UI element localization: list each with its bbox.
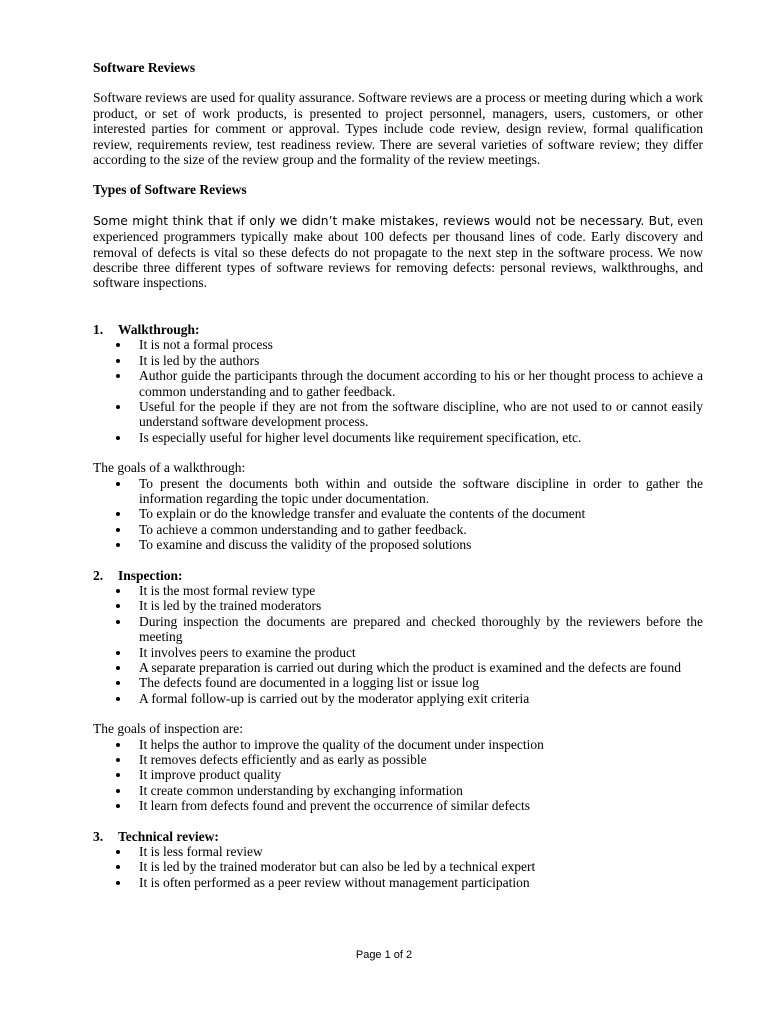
- goals-list: [93, 737, 703, 814]
- list-item: It is the most formal review type: [139, 583, 703, 598]
- list-item: It involves peers to examine the product: [139, 645, 703, 660]
- section-heading: [93, 322, 703, 337]
- list-item: Is especially useful for higher level documents like requirement specification, etc.: [139, 430, 703, 445]
- types-paragraph: [93, 213, 703, 291]
- review-types-list: [93, 322, 703, 890]
- list-item: To examine and discuss the validity of the proposed solutions: [139, 537, 703, 552]
- types-paragraph-rest: even experienced programmers typically make about 100 defects per thousand lines of code. Early discovery and removal of defects is vital so these defects do not propagate to the next step in the software process. We now describe three different types of software reviews for removing defects: personal reviews, walkthroughs, and software inspections.: [93, 212, 704, 291]
- list-item: It is led by the authors: [139, 353, 703, 368]
- section-heading: [93, 568, 703, 583]
- section-walkthrough: [93, 322, 703, 568]
- list-item: It improve product quality: [139, 767, 703, 782]
- types-paragraph-lead: Some might think that if only we didn’t make mistakes, reviews would not be necessary. But,: [93, 213, 674, 228]
- section-number: 3.: [93, 828, 104, 844]
- list-item: To achieve a common understanding and to gather feedback.: [139, 522, 703, 537]
- page-footer: Page 1 of 2: [355, 949, 413, 961]
- list-item: Author guide the participants through the document according to his or her thought process to achieve a common understanding and to gather feedback.: [139, 368, 703, 399]
- list-item: To explain or do the knowledge transfer and evaluate the contents of the document: [139, 506, 703, 521]
- section-technical-review: [93, 829, 703, 891]
- list-item: It is led by the trained moderators: [139, 598, 703, 613]
- goals-label: The goals of inspection are:: [93, 721, 243, 737]
- list-item: Useful for the people if they are not from the software discipline, who are not used to or cannot easily understand software development process.: [139, 398, 703, 430]
- types-heading: Types of Software Reviews: [93, 182, 247, 198]
- section-heading: [93, 829, 703, 844]
- list-item: It learn from defects found and prevent the occurrence of similar defects: [139, 798, 703, 813]
- section-title: Technical review:: [118, 828, 219, 844]
- list-item: A separate preparation is carried out during which the product is examined and the defects are found: [139, 660, 703, 675]
- bullet-list: [93, 337, 703, 445]
- goals-list: [93, 476, 703, 553]
- list-item: To present the documents both within and outside the software discipline in order to gather the information regarding the topic under documentation.: [139, 475, 703, 506]
- bullet-list: [93, 844, 703, 890]
- list-item: It is less formal review: [139, 844, 703, 859]
- list-item: A formal follow-up is carried out by the moderator applying exit criteria: [139, 691, 703, 706]
- intro-paragraph: Software reviews are used for quality assurance. Software reviews are a process or meeting during which a work product, or set of work products, is presented to project personnel, managers, users, customers, or other interested parties for comment or approval. Types include code review, design review, formal qualification review, requirements review, test readiness review. There are several varieties of software review; they differ according to the size of the review group and the formality of the review meetings.: [93, 90, 703, 168]
- list-item: The defects found are documented in a logging list or issue log: [139, 675, 703, 690]
- section-title: Walkthrough:: [118, 321, 200, 337]
- list-item: It is often performed as a peer review without management participation: [139, 875, 703, 890]
- document-title: Software Reviews: [93, 60, 196, 75]
- page-content: [93, 60, 703, 890]
- section-number: 1.: [93, 321, 104, 337]
- list-item: It removes defects efficiently and as early as possible: [139, 752, 703, 767]
- section-title: Inspection:: [118, 567, 183, 583]
- list-item: It is led by the trained moderator but can also be led by a technical expert: [139, 859, 703, 874]
- goals-label: The goals of a walkthrough:: [93, 460, 246, 476]
- list-item: It create common understanding by exchanging information: [139, 783, 703, 798]
- list-item: It helps the author to improve the quality of the document under inspection: [139, 737, 703, 752]
- bullet-list: [93, 583, 703, 706]
- list-item: During inspection the documents are prepared and checked thoroughly by the reviewers before the meeting: [139, 613, 703, 645]
- section-inspection: [93, 568, 703, 829]
- list-item: It is not a formal process: [139, 337, 703, 352]
- section-number: 2.: [93, 567, 104, 583]
